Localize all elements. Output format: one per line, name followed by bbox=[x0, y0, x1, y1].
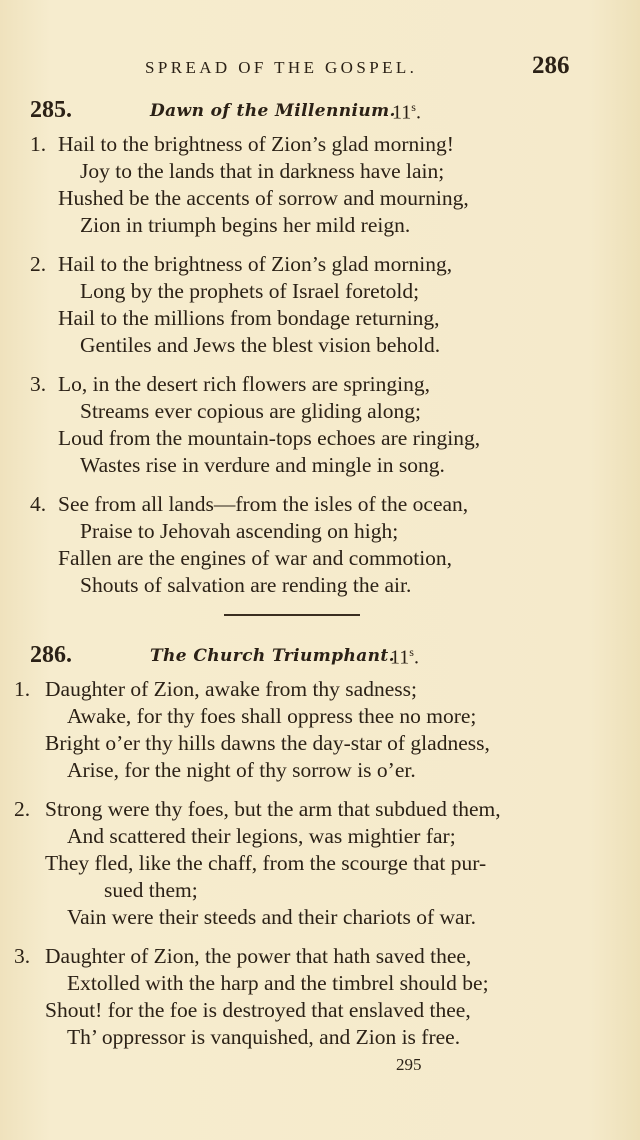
verse-line: Th’ oppressor is vanquished, and Zion is free. bbox=[67, 1025, 461, 1049]
verse-line: Wastes rise in verdure and mingle in song. bbox=[80, 453, 445, 477]
hymn-285 bbox=[0, 97, 640, 611]
verse-line: Extolled with the harp and the timbrel should be; bbox=[67, 971, 489, 995]
verse-line: 2. Hail to the brightness of Zion’s glad morning, bbox=[30, 252, 453, 276]
hymn-286 bbox=[0, 642, 640, 1063]
verse-line: 3. Daughter of Zion, the power that hath saved thee, bbox=[14, 944, 472, 968]
verse-line: Shout! for the foe is destroyed that enslaved thee, bbox=[45, 998, 471, 1022]
verse-number: 1. bbox=[30, 132, 47, 156]
verse bbox=[0, 676, 640, 784]
verse bbox=[0, 491, 640, 599]
verse-line: 1. Daughter of Zion, awake from thy sadness; bbox=[14, 677, 417, 701]
verse-line: Shouts of salvation are rending the air. bbox=[80, 573, 412, 597]
footer-page-number: 295 bbox=[396, 1055, 422, 1074]
verse-number: 2. bbox=[30, 252, 47, 276]
hymn-title: The Church Triumphant. bbox=[150, 646, 395, 666]
verse-line: Streams ever copious are gliding along; bbox=[80, 399, 421, 423]
verse-line: Loud from the mountain-tops echoes are ringing, bbox=[58, 426, 481, 450]
verse-number: 1. bbox=[14, 677, 31, 701]
hymn-number: 286. bbox=[30, 642, 72, 668]
verse-line: Bright o’er thy hills dawns the day-star of gladness, bbox=[45, 731, 490, 755]
verse-line: 2. Strong were thy foes, but the arm that subdued them, bbox=[14, 797, 501, 821]
header-page-number: 286 bbox=[532, 52, 570, 79]
verse bbox=[0, 251, 640, 359]
verse bbox=[0, 796, 640, 931]
verse-line: 3. Lo, in the desert rich flowers are springing, bbox=[30, 372, 430, 396]
verse-line: And scattered their legions, was mightier far; bbox=[67, 824, 456, 848]
verse-line: Long by the prophets of Israel foretold; bbox=[80, 279, 420, 303]
hymn-heading bbox=[0, 97, 640, 131]
hymn-title: Dawn of the Millennium. bbox=[150, 101, 396, 121]
verse-number: 3. bbox=[30, 372, 47, 396]
verse-line: Zion in triumph begins her mild reign. bbox=[80, 213, 411, 237]
verse bbox=[0, 131, 640, 239]
verse bbox=[0, 371, 640, 479]
verse-line: Awake, for thy foes shall oppress thee no more; bbox=[67, 704, 477, 728]
verse-line: Joy to the lands that in darkness have lain; bbox=[80, 159, 445, 183]
verse bbox=[0, 943, 640, 1051]
running-title: SPREAD OF THE GOSPEL. bbox=[145, 58, 418, 77]
running-header bbox=[0, 52, 640, 86]
verse-line: 4. See from all lands—from the isles of the ocean, bbox=[30, 492, 469, 516]
hymn-heading bbox=[0, 642, 640, 676]
hymn-meter: 11$^s$. bbox=[390, 645, 419, 669]
verse-line: They fled, like the chaff, from the scourge that pur- bbox=[45, 851, 487, 875]
verse-line: sued them; bbox=[104, 878, 198, 902]
verse-line: 1. Hail to the brightness of Zion’s glad morning! bbox=[30, 132, 454, 156]
verse-number: 4. bbox=[30, 492, 47, 516]
verse-line: Hushed be the accents of sorrow and mourning, bbox=[58, 186, 469, 210]
verse-number: 3. bbox=[14, 944, 31, 968]
verse-line: Praise to Jehovah ascending on high; bbox=[80, 519, 399, 543]
verse-number: 2. bbox=[14, 797, 31, 821]
verse-line: Arise, for the night of thy sorrow is o’er. bbox=[67, 758, 416, 782]
verse-line: Vain were their steeds and their chariots of war. bbox=[67, 905, 476, 929]
hymn-meter: 11$^s$. bbox=[392, 100, 421, 124]
verse-line: Fallen are the engines of war and commotion, bbox=[58, 546, 453, 570]
hymn-number: 285. bbox=[30, 97, 72, 123]
section-divider bbox=[224, 614, 360, 616]
verse-line: Hail to the millions from bondage returning, bbox=[58, 306, 440, 330]
verse-line: Gentiles and Jews the blest vision behold. bbox=[80, 333, 441, 357]
